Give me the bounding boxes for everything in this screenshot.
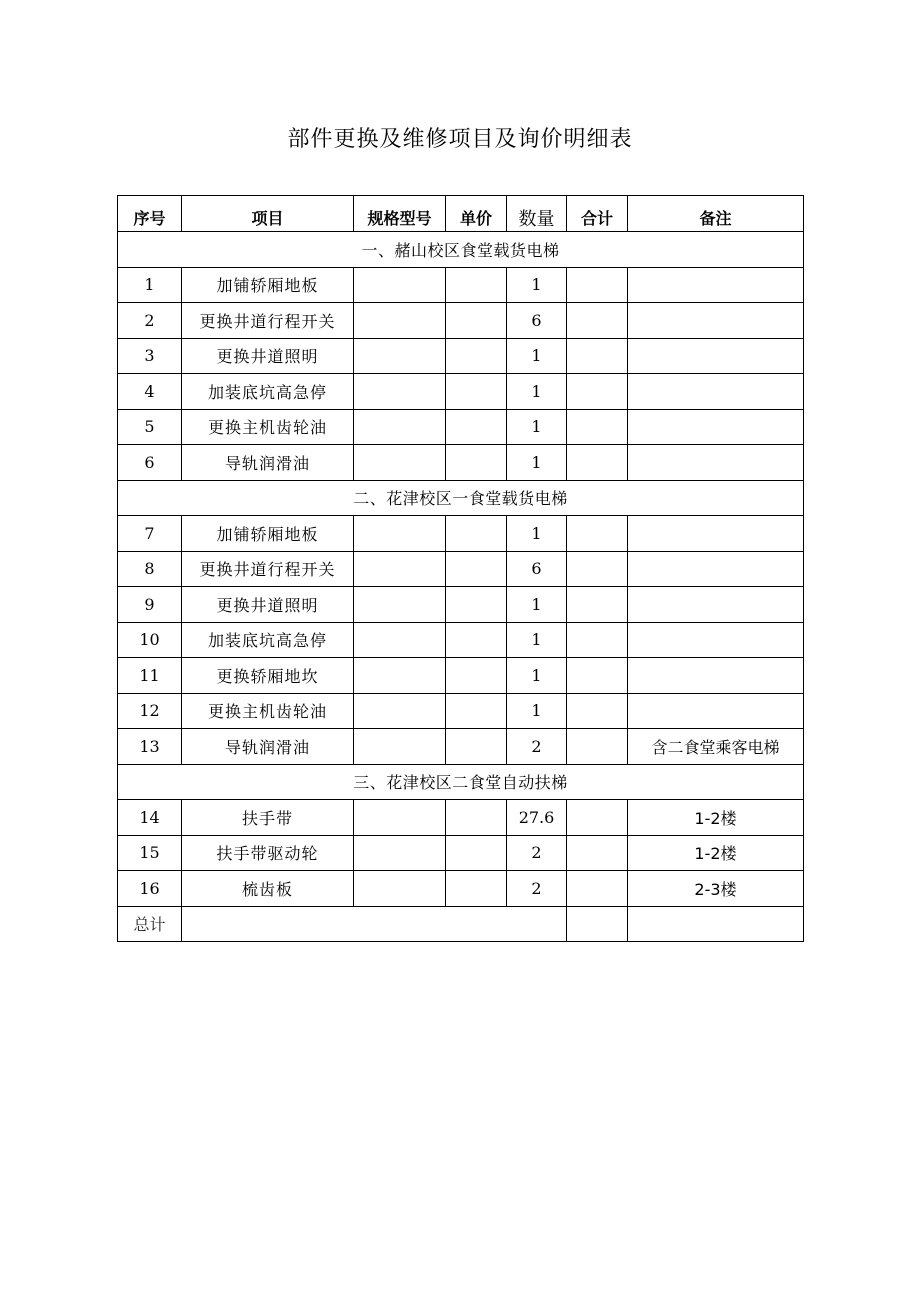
cell-unit-price — [446, 622, 507, 658]
cell-subtotal — [567, 693, 628, 729]
cell-subtotal — [567, 835, 628, 871]
table-row — [118, 835, 804, 871]
cell-qty: 6 — [507, 303, 567, 339]
cell-item: 扶手带 — [182, 800, 354, 836]
cell-unit-price — [446, 374, 507, 410]
cell-subtotal — [567, 587, 628, 623]
cell-qty: 6 — [507, 551, 567, 587]
cell-note — [628, 516, 804, 552]
cell-unit-price — [446, 409, 507, 445]
table-row — [118, 587, 804, 623]
cell-note — [628, 374, 804, 410]
cell-seq: 11 — [118, 658, 182, 694]
cell-seq: 8 — [118, 551, 182, 587]
section-title: 一、赭山校区食堂载货电梯 — [118, 232, 804, 268]
cell-seq: 10 — [118, 622, 182, 658]
cell-seq: 15 — [118, 835, 182, 871]
cell-spec — [354, 693, 446, 729]
cell-seq: 16 — [118, 871, 182, 907]
cell-qty: 1 — [507, 693, 567, 729]
cell-seq: 5 — [118, 409, 182, 445]
cell-unit-price — [446, 267, 507, 303]
cell-subtotal — [567, 622, 628, 658]
table-row — [118, 658, 804, 694]
cell-item: 更换井道行程开关 — [182, 303, 354, 339]
cell-spec — [354, 516, 446, 552]
cell-spec — [354, 445, 446, 481]
table-row — [118, 516, 804, 552]
table-row — [118, 871, 804, 907]
cell-seq: 12 — [118, 693, 182, 729]
cell-note — [628, 587, 804, 623]
cell-subtotal — [567, 445, 628, 481]
cell-qty: 1 — [507, 374, 567, 410]
cell-item: 更换井道照明 — [182, 338, 354, 374]
parts-inquiry-table — [117, 195, 804, 942]
cell-subtotal — [567, 729, 628, 765]
cell-seq: 7 — [118, 516, 182, 552]
cell-subtotal — [567, 338, 628, 374]
table-row — [118, 445, 804, 481]
cell-spec — [354, 409, 446, 445]
cell-note: 含二食堂乘客电梯 — [628, 729, 804, 765]
cell-qty: 2 — [507, 835, 567, 871]
page-title: 部件更换及维修项目及询价明细表 — [287, 127, 633, 152]
cell-subtotal — [567, 658, 628, 694]
header-spec: 规格型号 — [354, 196, 446, 232]
section-title: 二、花津校区一食堂载货电梯 — [118, 480, 804, 516]
cell-seq: 14 — [118, 800, 182, 836]
cell-note — [628, 267, 804, 303]
cell-item: 更换井道照明 — [182, 587, 354, 623]
cell-item: 加铺轿厢地板 — [182, 267, 354, 303]
cell-subtotal — [567, 303, 628, 339]
cell-qty: 1 — [507, 622, 567, 658]
total-label: 总计 — [118, 906, 182, 942]
cell-spec — [354, 658, 446, 694]
cell-unit-price — [446, 693, 507, 729]
cell-subtotal — [567, 516, 628, 552]
cell-unit-price — [446, 445, 507, 481]
cell-unit-price — [446, 835, 507, 871]
header-subtotal: 合计 — [567, 196, 628, 232]
cell-item: 扶手带驱动轮 — [182, 835, 354, 871]
table-body — [118, 232, 804, 942]
header-qty: 数量 — [507, 196, 567, 232]
cell-subtotal — [567, 551, 628, 587]
cell-seq: 4 — [118, 374, 182, 410]
cell-seq: 9 — [118, 587, 182, 623]
cell-unit-price — [446, 551, 507, 587]
table-row — [118, 693, 804, 729]
section-title: 三、花津校区二食堂自动扶梯 — [118, 764, 804, 800]
cell-item: 更换主机齿轮油 — [182, 409, 354, 445]
cell-qty: 1 — [507, 338, 567, 374]
cell-note — [628, 658, 804, 694]
table-header-row — [118, 196, 804, 232]
cell-qty: 1 — [507, 658, 567, 694]
cell-item: 加装底坑高急停 — [182, 622, 354, 658]
cell-seq: 13 — [118, 729, 182, 765]
total-value — [182, 906, 567, 942]
header-item: 项目 — [182, 196, 354, 232]
cell-item: 更换井道行程开关 — [182, 551, 354, 587]
cell-unit-price — [446, 587, 507, 623]
table-row — [118, 729, 804, 765]
cell-unit-price — [446, 303, 507, 339]
cell-spec — [354, 551, 446, 587]
cell-spec — [354, 835, 446, 871]
cell-qty: 2 — [507, 871, 567, 907]
cell-spec — [354, 622, 446, 658]
header-seq: 序号 — [118, 196, 182, 232]
cell-note — [628, 445, 804, 481]
cell-qty: 1 — [507, 516, 567, 552]
cell-note: 1-2楼 — [628, 835, 804, 871]
cell-seq: 2 — [118, 303, 182, 339]
cell-subtotal — [567, 871, 628, 907]
cell-unit-price — [446, 871, 507, 907]
table-row — [118, 800, 804, 836]
cell-note — [628, 409, 804, 445]
cell-item: 加装底坑高急停 — [182, 374, 354, 410]
cell-spec — [354, 729, 446, 765]
cell-item: 更换轿厢地坎 — [182, 658, 354, 694]
cell-seq: 1 — [118, 267, 182, 303]
cell-qty: 2 — [507, 729, 567, 765]
cell-note — [628, 622, 804, 658]
cell-qty: 1 — [507, 409, 567, 445]
cell-item: 导轨润滑油 — [182, 445, 354, 481]
cell-note — [628, 551, 804, 587]
cell-unit-price — [446, 800, 507, 836]
section-header-row — [118, 764, 804, 800]
cell-seq: 6 — [118, 445, 182, 481]
cell-spec — [354, 303, 446, 339]
cell-note: 2-3楼 — [628, 871, 804, 907]
cell-spec — [354, 871, 446, 907]
cell-subtotal — [567, 409, 628, 445]
cell-qty: 1 — [507, 445, 567, 481]
table-row — [118, 303, 804, 339]
cell-spec — [354, 587, 446, 623]
header-note: 备注 — [628, 196, 804, 232]
cell-spec — [354, 267, 446, 303]
cell-unit-price — [446, 658, 507, 694]
cell-unit-price — [446, 338, 507, 374]
cell-item: 更换主机齿轮油 — [182, 693, 354, 729]
cell-item: 加铺轿厢地板 — [182, 516, 354, 552]
table-row — [118, 551, 804, 587]
table-row — [118, 622, 804, 658]
cell-unit-price — [446, 729, 507, 765]
cell-unit-price — [446, 516, 507, 552]
cell-qty: 1 — [507, 587, 567, 623]
cell-note — [628, 693, 804, 729]
cell-subtotal — [567, 267, 628, 303]
cell-note — [628, 338, 804, 374]
cell-note: 1-2楼 — [628, 800, 804, 836]
cell-item: 梳齿板 — [182, 871, 354, 907]
section-header-row — [118, 232, 804, 268]
cell-spec — [354, 338, 446, 374]
total-subtotal — [567, 906, 628, 942]
cell-subtotal — [567, 800, 628, 836]
cell-item: 导轨润滑油 — [182, 729, 354, 765]
total-row — [118, 906, 804, 942]
cell-subtotal — [567, 374, 628, 410]
section-header-row — [118, 480, 804, 516]
total-note — [628, 906, 804, 942]
cell-qty: 1 — [507, 267, 567, 303]
header-unit-price: 单价 — [446, 196, 507, 232]
cell-spec — [354, 800, 446, 836]
table-row — [118, 374, 804, 410]
cell-note — [628, 303, 804, 339]
cell-spec — [354, 374, 446, 410]
cell-seq: 3 — [118, 338, 182, 374]
table-row — [118, 338, 804, 374]
table-row — [118, 409, 804, 445]
cell-qty: 27.6 — [507, 800, 567, 836]
table-row — [118, 267, 804, 303]
